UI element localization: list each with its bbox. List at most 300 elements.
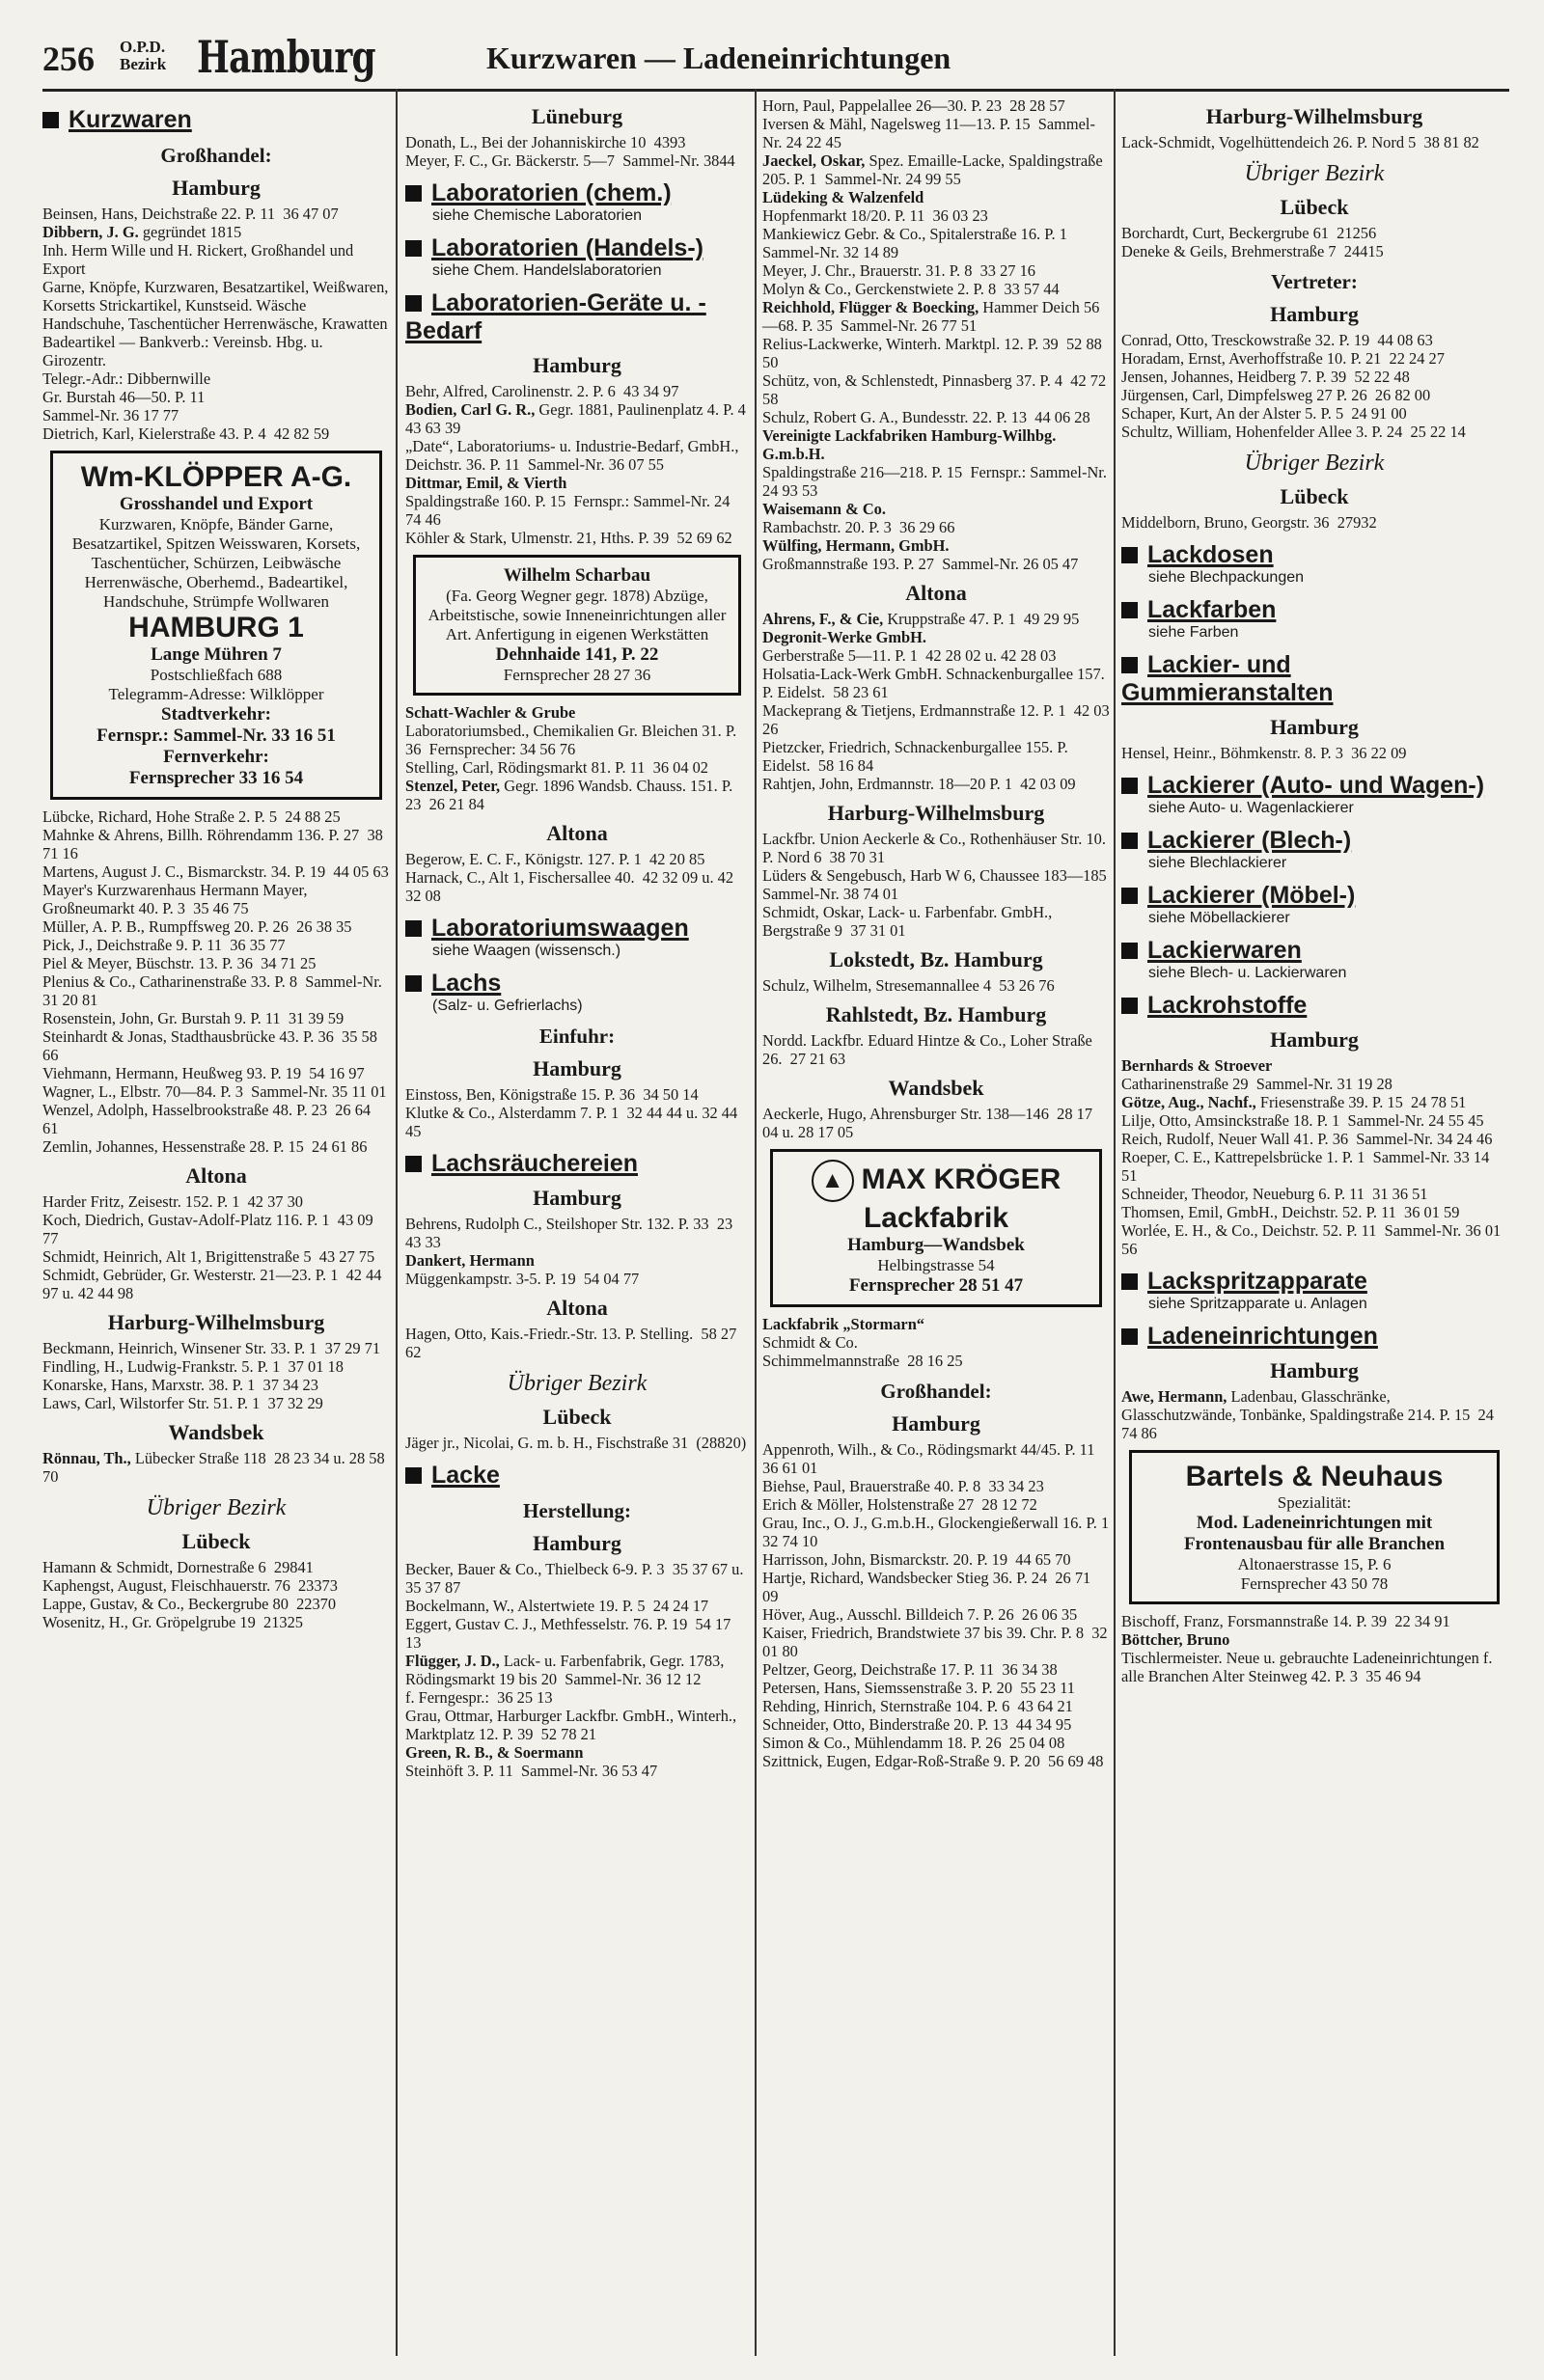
directory-entry <box>1121 423 1507 441</box>
directory-entry <box>42 1082 390 1101</box>
category-square-icon <box>42 112 59 128</box>
column-3 <box>762 96 1117 1770</box>
entry-text: Gegr. 1881, Paulinenplatz 4. P. 4 43 63 39 <box>405 400 755 437</box>
directory-entry <box>762 261 1110 280</box>
directory-entry <box>1121 1093 1507 1111</box>
category-square-icon <box>405 920 422 937</box>
category-square-icon <box>1121 943 1138 959</box>
ad-long-phone: Fernsprecher 33 16 54 <box>128 768 304 788</box>
region-heading: Übriger Bezirk <box>507 1371 648 1396</box>
category-title: Laboratorien (chem.) <box>431 179 672 206</box>
entry-text: Laboratoriumsbed., Chemikalien Gr. Bleichen 31. P. 36 Fernsprecher: 34 56 76 <box>405 722 737 758</box>
entry-text: Klutke & Co., Alsterdamm 7. P. 1 32 44 44 u. 32 44 45 <box>405 1104 742 1140</box>
category-square-icon <box>405 1156 422 1172</box>
entry-text: Lackfbr. Union Aeckerle & Co., Rothenhäuser Str. 10. P. Nord 6 38 70 31 <box>762 830 1111 866</box>
lacquer-can-icon: ▲ <box>812 1160 854 1202</box>
city-heading: Hamburg <box>1270 1027 1359 1052</box>
city-heading: Hamburg <box>533 1186 621 1210</box>
directory-entry <box>42 1101 390 1137</box>
category-square-icon <box>1121 778 1138 794</box>
entry-text: Schultz, William, Hohenfelder Allee 3. P. 24 25 22 14 <box>1121 423 1466 441</box>
ad-tagline: Grosshandel und Export <box>119 494 314 514</box>
entry-text: Konarske, Hans, Marxstr. 38. P. 1 37 34 23 <box>42 1376 318 1394</box>
column-1 <box>42 96 390 1631</box>
category-title: Lacke <box>431 1462 500 1489</box>
category-title: Lackier- und Gummieranstalten <box>1121 651 1334 706</box>
city-heading: Rahlstedt, Bz. Hamburg <box>825 1002 1047 1026</box>
entry-text: Szittnick, Eugen, Edgar-Roß-Straße 9. P. 20 56 69 48 <box>762 1752 1104 1770</box>
directory-entry <box>1121 1612 1507 1630</box>
directory-entry <box>42 1247 390 1266</box>
entry-text: „Date“, Laboratoriums- u. Industrie-Bedarf, GmbH., Deichstr. 36. P. 11 Sammel-Nr. 36 07 55 <box>405 437 743 474</box>
directory-entry <box>42 954 390 972</box>
ad-street: Altonaerstrasse 15, P. 6 <box>1237 1555 1392 1573</box>
entry-text: Ladenbau, Glasschränke, Glasschutzwände, Tonbänke, Spaldingstraße 214. P. 15 24 74 86 <box>1121 1387 1499 1442</box>
directory-entry <box>762 866 1115 903</box>
directory-entry <box>405 133 749 151</box>
directory-entry <box>1121 1221 1507 1258</box>
category-heading <box>1121 651 1507 707</box>
page-header <box>42 31 1509 87</box>
directory-entry <box>405 382 749 400</box>
entry-text: Schütz, von, & Schlenstedt, Pinnasberg 37. P. 4 42 72 58 <box>762 371 1111 408</box>
category-square-icon <box>405 295 422 312</box>
directory-entry <box>762 1734 1110 1752</box>
directory-entry <box>405 400 755 437</box>
entry-text: Viehmann, Hermann, Heußweg 93. P. 19 54 16 97 <box>42 1064 365 1082</box>
column-divider <box>1114 89 1116 2356</box>
category-title: Laboratorien (Handels-) <box>431 234 703 261</box>
entry-text: Rosenstein, John, Gr. Burstah 9. P. 11 31 39 59 <box>42 1009 345 1027</box>
directory-entry <box>762 830 1110 866</box>
city-heading: Lübeck <box>181 1529 251 1553</box>
category-heading <box>1121 1323 1507 1351</box>
ad-city: HAMBURG 1 <box>128 612 304 643</box>
directory-entry <box>42 1576 390 1595</box>
ad-line: Mod. Ladeneinrichtungen mit Frontenausbau für alle Branchen <box>1183 1513 1446 1554</box>
entry-text: Kaphengst, August, Fleischhauerstr. 76 23373 <box>42 1576 338 1595</box>
category-heading <box>1121 1268 1507 1313</box>
directory-entry <box>405 1560 749 1597</box>
entry-text: Biehse, Paul, Brauerstraße 40. P. 8 33 34 23 <box>762 1477 1044 1495</box>
region-heading: Übriger Bezirk <box>1244 451 1385 476</box>
category-title: Lackierer (Möbel-) <box>1147 882 1356 909</box>
directory-entry <box>1121 224 1507 242</box>
directory-entry <box>42 1339 390 1357</box>
city-heading: Altona <box>546 821 608 845</box>
directory-entry <box>405 1434 749 1452</box>
directory-entry <box>1121 386 1507 404</box>
category-title: Lachsräuchereien <box>431 1150 638 1177</box>
entry-text: Lappe, Gustav, & Co., Beckergrube 80 22370 <box>42 1595 337 1613</box>
directory-entry <box>42 1595 390 1613</box>
city-heading: Lübeck <box>542 1405 612 1429</box>
entry-text: Schaper, Kurt, An der Alster 5. P. 5 24 91 00 <box>1121 404 1407 423</box>
directory-entry <box>42 223 390 424</box>
directory-entry <box>42 1027 390 1064</box>
entry-text: Begerow, E. C. F., Königstr. 127. P. 1 42 20 85 <box>405 850 705 868</box>
city-heading: Hamburg <box>172 176 261 200</box>
directory-entry <box>762 1315 1110 1370</box>
entry-text: Tischlermeister. Neue u. gebrauchte Ladeneinrichtungen f. alle Branchen Alter Steinweg 42. P. 3 35 46 94 <box>1121 1649 1493 1685</box>
entry-name: Degronit-Werke GmbH. <box>762 628 926 646</box>
entry-text: Schmidt & Co. Schimmelmannstraße 28 16 25 <box>762 1333 963 1370</box>
directory-entry <box>762 1440 1110 1477</box>
category-square-icon <box>1121 1273 1138 1290</box>
entry-text: Harrisson, John, Bismarckstr. 20. P. 19 44 65 70 <box>762 1550 1071 1569</box>
directory-entry <box>405 1215 749 1251</box>
entry-text: Höver, Aug., Ausschl. Billdeich 7. P. 26 26 06 35 <box>762 1605 1078 1624</box>
city-heading: Altona <box>546 1296 608 1320</box>
directory-entry <box>762 188 1110 225</box>
directory-entry <box>405 850 749 868</box>
entry-text: Beinsen, Hans, Deichstraße 22. P. 11 36 47 07 <box>42 205 339 223</box>
entry-text: Steinhöft 3. P. 11 Sammel-Nr. 36 53 47 <box>405 1762 658 1780</box>
entry-text: Mayer's Kurzwarenhaus Hermann Mayer, Großneumarkt 40. P. 3 35 46 75 <box>42 881 312 917</box>
directory-entry <box>42 205 390 223</box>
category-title: Lachs <box>431 970 502 997</box>
entry-text: Köhler & Stark, Ulmenstr. 21, Hths. P. 39 52 69 62 <box>405 529 732 547</box>
directory-entry <box>42 1137 390 1156</box>
entry-text: Großmannstraße 193. P. 27 Sammel-Nr. 26 05 47 <box>762 555 1079 573</box>
directory-entry <box>762 1105 1110 1141</box>
directory-entry <box>762 976 1110 995</box>
entry-text: Reich, Rudolf, Neuer Wall 41. P. 36 Sammel-Nr. 34 24 46 <box>1121 1130 1493 1148</box>
entry-text: Middelborn, Bruno, Georgstr. 36 27932 <box>1121 513 1377 532</box>
category-reference: siehe Farben <box>1148 624 1239 641</box>
ad-street: Helbingstrasse 54 <box>877 1256 995 1274</box>
category-square-icon <box>1121 657 1138 673</box>
entry-text: Worlée, E. H., & Co., Deichstr. 52. P. 11 Sammel-Nr. 36 01 56 <box>1121 1221 1505 1258</box>
city-heading: Lübeck <box>1280 484 1349 508</box>
category-title: Lackierer (Blech-) <box>1147 827 1352 854</box>
entry-text: Hartje, Richard, Wandsbecker Stieg 36. P. 24 26 71 09 <box>762 1569 1095 1605</box>
entry-name: Dittmar, Emil, & Vierth <box>405 474 567 492</box>
ad-phone: Fernsprecher 43 50 78 <box>1240 1574 1389 1593</box>
entry-name: Awe, Hermann, <box>1121 1387 1227 1406</box>
entry-text: Gegr. 1896 Wandsb. Chauss. 151. P. 23 26 21 84 <box>405 777 737 813</box>
directory-entry <box>762 1624 1110 1660</box>
entry-text: Einstoss, Ben, Königstraße 15. P. 36 34 50 14 <box>405 1085 699 1104</box>
district-label: O.P.D. Bezirk <box>120 38 167 73</box>
page-number: 256 <box>42 40 95 78</box>
entry-name: Vereinigte Lackfabriken Hamburg-Wilhbg. G.m.b.H. <box>762 426 1061 463</box>
entry-name: Green, R. B., & Soermann <box>405 1743 584 1762</box>
entry-name: Dibbern, J. G. <box>42 223 139 241</box>
entry-text: Grau, Ottmar, Harburger Lackfbr. GmbH., Winterh., Marktplatz 12. P. 39 52 78 21 <box>405 1707 741 1743</box>
category-reference: siehe Chemische Laboratorien <box>432 207 643 224</box>
directory-entry <box>762 408 1110 426</box>
entry-text: Schulz, Wilhelm, Stresemannallee 4 53 26 76 <box>762 976 1055 995</box>
ad-long-label: Fernverkehr: <box>163 747 269 767</box>
entry-text: Pietzcker, Friedrich, Schnackenburgallee 155. P. Eidelst. 58 16 84 <box>762 738 1072 775</box>
entry-text: Lack-Schmidt, Vogelhüttendeich 26. P. Nord 5 38 81 82 <box>1121 133 1479 151</box>
entry-text: Schmidt, Oskar, Lack- u. Farbenfabr. GmbH., Bergstraße 9 37 31 01 <box>762 903 1057 940</box>
directory-entry <box>1121 133 1507 151</box>
entry-text: Schneider, Otto, Binderstraße 20. P. 13 44 34 95 <box>762 1715 1072 1734</box>
directory-entry <box>762 500 1110 536</box>
entry-text: Findling, H., Ludwig-Frankstr. 5. P. 1 37 01 18 <box>42 1357 344 1376</box>
city-heading: Hamburg <box>533 353 621 377</box>
entry-text: Mackeprang & Tietjens, Erdmannstraße 12. P. 1 42 03 26 <box>762 701 1114 738</box>
entry-text: Hensel, Heinr., Böhmkenstr. 8. P. 3 36 22 09 <box>1121 744 1407 762</box>
directory-entry <box>762 1752 1110 1770</box>
directory-entry <box>42 1192 390 1211</box>
directory-entry <box>1121 331 1507 349</box>
category-reference: siehe Blech- u. Lackierwaren <box>1148 965 1347 981</box>
directory-entry <box>762 1514 1117 1550</box>
city-heading: Hamburg <box>533 1056 621 1081</box>
directory-entry <box>42 1064 390 1082</box>
entry-text: Deneke & Geils, Brehmerstraße 7 24415 <box>1121 242 1384 260</box>
directory-entry <box>762 1697 1110 1715</box>
entry-name: Ahrens, F., & Cie, <box>762 610 884 628</box>
entry-text: gegründet 1815 Inh. Herm Wille und H. Rickert, Großhandel und Export Garne, Knöpfe, Kurzwaren, Besatzartikel, Weißwaren, Korsetts Strickartikel, Kunstseid. Wäsche Handschuhe, Taschentücher Herrenwäsche, Krawatten Badeartikel — Bankverb.: Vereinsb. Hbg. u. Girozentr. Telegr.-Adr.: Dibbernwille Gr. Burstah 46—50. P. 11 Sammel-Nr. 36 17 77 <box>42 223 389 424</box>
column-2 <box>405 96 755 1780</box>
directory-entry <box>42 936 390 954</box>
entry-name: Waisemann & Co. <box>762 500 886 518</box>
directory-entry <box>762 610 1110 628</box>
directory-entry <box>405 868 749 905</box>
ad-street: Lange Mühren 7 <box>151 644 282 665</box>
directory-entry <box>42 1613 390 1631</box>
column-4 <box>1121 96 1507 1685</box>
directory-entry <box>762 536 1110 573</box>
region-heading: Übriger Bezirk <box>1244 161 1385 186</box>
entry-text: Zemlin, Johannes, Hessenstraße 28. P. 15 24 61 86 <box>42 1137 368 1156</box>
category-square-icon <box>1121 888 1138 904</box>
directory-entry <box>42 1357 390 1376</box>
entry-name: Bernhards & Stroever <box>1121 1056 1273 1075</box>
directory-entry <box>42 1376 390 1394</box>
entry-name: Bodien, Carl G. R., <box>405 400 536 419</box>
entry-text: Simon & Co., Mühlendamm 18. P. 26 25 04 08 <box>762 1734 1065 1752</box>
directory-entry <box>1121 368 1507 386</box>
category-heading <box>1121 541 1507 587</box>
directory-entry <box>1121 1056 1507 1093</box>
category-title: Laboratorien-Geräte u. -Bedarf <box>405 289 706 344</box>
directory-entry <box>762 665 1110 701</box>
ad-name <box>783 1160 1089 1202</box>
directory-entry <box>405 777 749 813</box>
entry-text: Rahtjen, John, Erdmannstr. 18—20 P. 1 42 03 09 <box>762 775 1076 793</box>
category-heading <box>405 289 749 345</box>
entry-text: Molyn & Co., Gerckenstwiete 2. P. 8 33 57 44 <box>762 280 1060 298</box>
header-rule <box>42 89 1509 92</box>
directory-entry <box>42 1394 390 1412</box>
city-heading: Altona <box>905 581 967 605</box>
category-title: Lackspritzapparate <box>1147 1268 1367 1295</box>
entry-text: Horadam, Ernst, Averhoffstraße 10. P. 21 22 24 27 <box>1121 349 1445 368</box>
category-reference: siehe Spritzapparate u. Anlagen <box>1148 1296 1367 1312</box>
subsection-heading: Großhandel: <box>880 1380 992 1403</box>
entry-name: Rönnau, Th., <box>42 1449 131 1467</box>
directory-entry <box>42 917 390 936</box>
column-divider <box>755 89 757 2356</box>
advertisement <box>1129 1450 1500 1604</box>
ad-name-text: MAX KRÖGER <box>861 1163 1062 1195</box>
directory-entry <box>42 1449 390 1486</box>
entry-text: Steinhardt & Jonas, Stadthausbrücke 43. P. 36 35 58 66 <box>42 1027 382 1064</box>
entry-text: Müggenkampstr. 3-5. P. 19 54 04 77 <box>405 1270 640 1288</box>
entry-name: Dankert, Hermann <box>405 1251 535 1270</box>
directory-entry <box>1121 1111 1507 1130</box>
directory-entry <box>762 426 1110 500</box>
entry-text: Jensen, Johannes, Heidberg 7. P. 39 52 22 48 <box>1121 368 1410 386</box>
category-heading <box>405 179 749 225</box>
city-heading: Wandsbek <box>168 1420 264 1444</box>
category-heading <box>1121 882 1507 927</box>
directory-entry <box>405 1743 749 1780</box>
directory-entry <box>42 1211 390 1247</box>
entry-text: Aeckerle, Hugo, Ahrensburger Str. 138—146 28 17 04 u. 28 17 05 <box>762 1105 1097 1141</box>
directory-entry <box>405 529 749 547</box>
subsection-heading: Einfuhr: <box>538 1025 616 1048</box>
category-reference: siehe Chem. Handelslaboratorien <box>432 262 662 279</box>
directory-entry <box>762 298 1110 335</box>
subsection-heading: Herstellung: <box>523 1499 631 1522</box>
category-square-icon <box>1121 833 1138 849</box>
entry-text: Spaldingstraße 160. P. 15 Fernspr.: Sammel-Nr. 24 74 46 <box>405 492 731 529</box>
city-heading: Lokstedt, Bz. Hamburg <box>829 947 1043 971</box>
directory-entry <box>762 701 1114 738</box>
entry-text: Müller, A. P. B., Rumpffsweg 20. P. 26 26 38 35 <box>42 917 352 936</box>
entry-text: Bischoff, Franz, Forsmannstraße 14. P. 39 22 34 91 <box>1121 1612 1450 1630</box>
ad-local-label: Stadtverkehr: <box>161 704 271 725</box>
directory-entry <box>1121 404 1507 423</box>
directory-entry <box>42 1266 390 1302</box>
directory-entry <box>762 775 1110 793</box>
directory-entry <box>42 826 390 862</box>
directory-entry <box>405 1325 749 1361</box>
entry-name: Flügger, J. D., <box>405 1652 500 1670</box>
entry-text: Bockelmann, W., Alstertwiete 19. P. 5 24 24 17 <box>405 1597 709 1615</box>
entry-text: Rambachstr. 20. P. 3 36 29 66 <box>762 518 955 536</box>
entry-text: Hammer Deich 56—68. P. 35 Sammel-Nr. 26 77 51 <box>762 298 1100 335</box>
directory-entry <box>405 1615 749 1652</box>
directory-entry <box>1121 242 1507 260</box>
region-heading: Übriger Bezirk <box>146 1495 287 1520</box>
city-heading: Hamburg <box>1270 715 1359 739</box>
category-heading <box>405 234 749 280</box>
column-divider <box>396 89 398 2356</box>
city-heading: Wandsbek <box>888 1076 984 1100</box>
entry-text: Roeper, C. E., Kattrepelsbrücke 1. P. 1 Sammel-Nr. 33 14 51 <box>1121 1148 1494 1185</box>
entry-name: Lackfabrik „Stormarn“ <box>762 1315 925 1333</box>
category-square-icon <box>405 185 422 202</box>
entry-name: Lüdeking & Walzenfeld <box>762 188 924 206</box>
entry-name: Schatt-Wachler & Grube <box>405 703 576 722</box>
directory-entry <box>762 628 1110 665</box>
directory-entry <box>762 225 1110 261</box>
entry-text: Thomsen, Emil, GmbH., Deichstr. 52. P. 11 36 01 59 <box>1121 1203 1460 1221</box>
directory-entry <box>762 371 1110 408</box>
category-heading <box>405 915 749 960</box>
directory-entry <box>42 1558 390 1576</box>
entry-text: Schmidt, Gebrüder, Gr. Westerstr. 21—23. P. 1 42 44 97 u. 42 44 98 <box>42 1266 386 1302</box>
entry-text: Grau, Inc., O. J., G.m.b.H., Glockengießerwall 16. P. 1 32 74 10 <box>762 1514 1117 1550</box>
entry-text: Eggert, Gustav C. J., Methfesselstr. 76. P. 19 54 17 13 <box>405 1615 735 1652</box>
entry-text: Lübecker Straße 118 28 23 34 u. 28 58 70 <box>42 1449 389 1486</box>
entry-text: Wagner, L., Elbstr. 70—84. P. 3 Sammel-Nr. 35 11 01 <box>42 1082 387 1101</box>
entry-text: Rehding, Hinrich, Sternstraße 104. P. 6 43 64 21 <box>762 1697 1073 1715</box>
category-reference: siehe Blechlackierer <box>1148 855 1287 871</box>
entry-text: Schmidt, Heinrich, Alt 1, Brigittenstraße 5 43 27 75 <box>42 1247 375 1266</box>
directory-entry <box>1121 744 1507 762</box>
entry-text: Dietrich, Karl, Kielerstraße 43. P. 4 42 82 59 <box>42 424 330 443</box>
entry-text: Horn, Paul, Pappelallee 26—30. P. 23 28 28 57 <box>762 96 1065 115</box>
entry-text: Appenroth, Wilh., & Co., Rödingsmarkt 44/45. P. 11 36 61 01 <box>762 1440 1103 1477</box>
entry-text: Catharinenstraße 29 Sammel-Nr. 31 19 28 <box>1121 1075 1392 1093</box>
directory-entry <box>1121 1387 1507 1442</box>
entry-text: Plenius & Co., Catharinenstraße 33. P. 8 Sammel-Nr. 31 20 81 <box>42 972 387 1009</box>
directory-entry <box>762 96 1110 115</box>
entry-text: Friesenstraße 39. P. 15 24 78 51 <box>1255 1093 1467 1111</box>
directory-entry <box>762 1569 1110 1605</box>
directory-entry <box>405 474 749 529</box>
entry-text: Gerberstraße 5—11. P. 1 42 28 02 u. 42 28 03 <box>762 646 1057 665</box>
city-heading: Hamburg <box>533 1531 621 1555</box>
entry-text: Jürgensen, Carl, Dimpfelsweg 27 P. 26 26 82 00 <box>1121 386 1431 404</box>
category-reference: siehe Blechpackungen <box>1148 569 1305 586</box>
category-square-icon <box>405 975 422 992</box>
category-heading <box>1121 827 1507 872</box>
directory-entry <box>762 335 1110 371</box>
entry-text: Mahnke & Ahrens, Billh. Röhrendamm 136. P. 27 38 71 16 <box>42 826 387 862</box>
category-heading <box>1121 772 1507 817</box>
directory-entry <box>762 1715 1110 1734</box>
category-title: Lackierwaren <box>1147 937 1302 964</box>
directory-entry <box>42 972 390 1009</box>
directory-entry <box>1121 1185 1507 1203</box>
ad-name: Wilhelm Scharbau <box>503 565 651 586</box>
entry-text: Harnack, C., Alt 1, Fischersallee 40. 42 32 09 u. 42 32 08 <box>405 868 738 905</box>
category-square-icon <box>405 1467 422 1484</box>
directory-entry <box>762 1550 1110 1569</box>
entry-text: Holsatia-Lack-Werk GmbH. Schnackenburgallee 157. P. Eidelst. 58 23 61 <box>762 665 1109 701</box>
entry-text: Donath, L., Bei der Johanniskirche 10 4393 <box>405 133 686 151</box>
subsection-heading: Vertreter: <box>1271 270 1358 293</box>
directory-entry <box>1121 513 1507 532</box>
entry-text: Peltzer, Georg, Deichstraße 17. P. 11 36 34 38 <box>762 1660 1058 1679</box>
entry-name: Stenzel, Peter, <box>405 777 501 795</box>
entry-text: Laws, Carl, Wilstorfer Str. 51. P. 1 37 32 29 <box>42 1394 323 1412</box>
directory-entry <box>762 151 1110 188</box>
directory-entry <box>762 280 1110 298</box>
directory-entry <box>405 1707 749 1743</box>
ad-logo: Wm-KLÖPPER A-G. <box>80 461 352 493</box>
directory-entry <box>42 1009 390 1027</box>
entry-text: Erich & Möller, Holstenstraße 27 28 12 72 <box>762 1495 1037 1514</box>
directory-entry <box>762 903 1110 940</box>
entry-text: Lack- u. Farbenfabrik, Gegr. 1783, Rödingsmarkt 19 bis 20 Sammel-Nr. 36 12 12 f. Ferngespr.: 36 25 13 <box>405 1652 725 1707</box>
entry-text: Lilje, Otto, Amsinckstraße 18. P. 1 Sammel-Nr. 24 55 45 <box>1121 1111 1484 1130</box>
category-square-icon <box>1121 1328 1138 1345</box>
category-title: Ladeneinrichtungen <box>1147 1323 1378 1350</box>
directory-entry <box>762 1495 1110 1514</box>
directory-entry <box>762 738 1110 775</box>
city-heading: Altona <box>185 1163 247 1188</box>
directory-entry <box>1121 1203 1507 1221</box>
category-title: Lackierer (Auto- und Wagen-) <box>1147 772 1485 799</box>
ad-line: Spezialität: <box>1277 1493 1352 1512</box>
directory-entry <box>42 807 390 826</box>
entry-text: Harder Fritz, Zeisestr. 152. P. 1 42 37 30 <box>42 1192 303 1211</box>
directory-entry <box>42 881 390 917</box>
entry-text: Spez. Emaille-Lacke, Spaldingstraße 205. P. 1 Sammel-Nr. 24 99 55 <box>762 151 1107 188</box>
ad-sub: Lackfabrik <box>863 1202 1009 1234</box>
city-heading: Hamburg <box>892 1411 980 1436</box>
